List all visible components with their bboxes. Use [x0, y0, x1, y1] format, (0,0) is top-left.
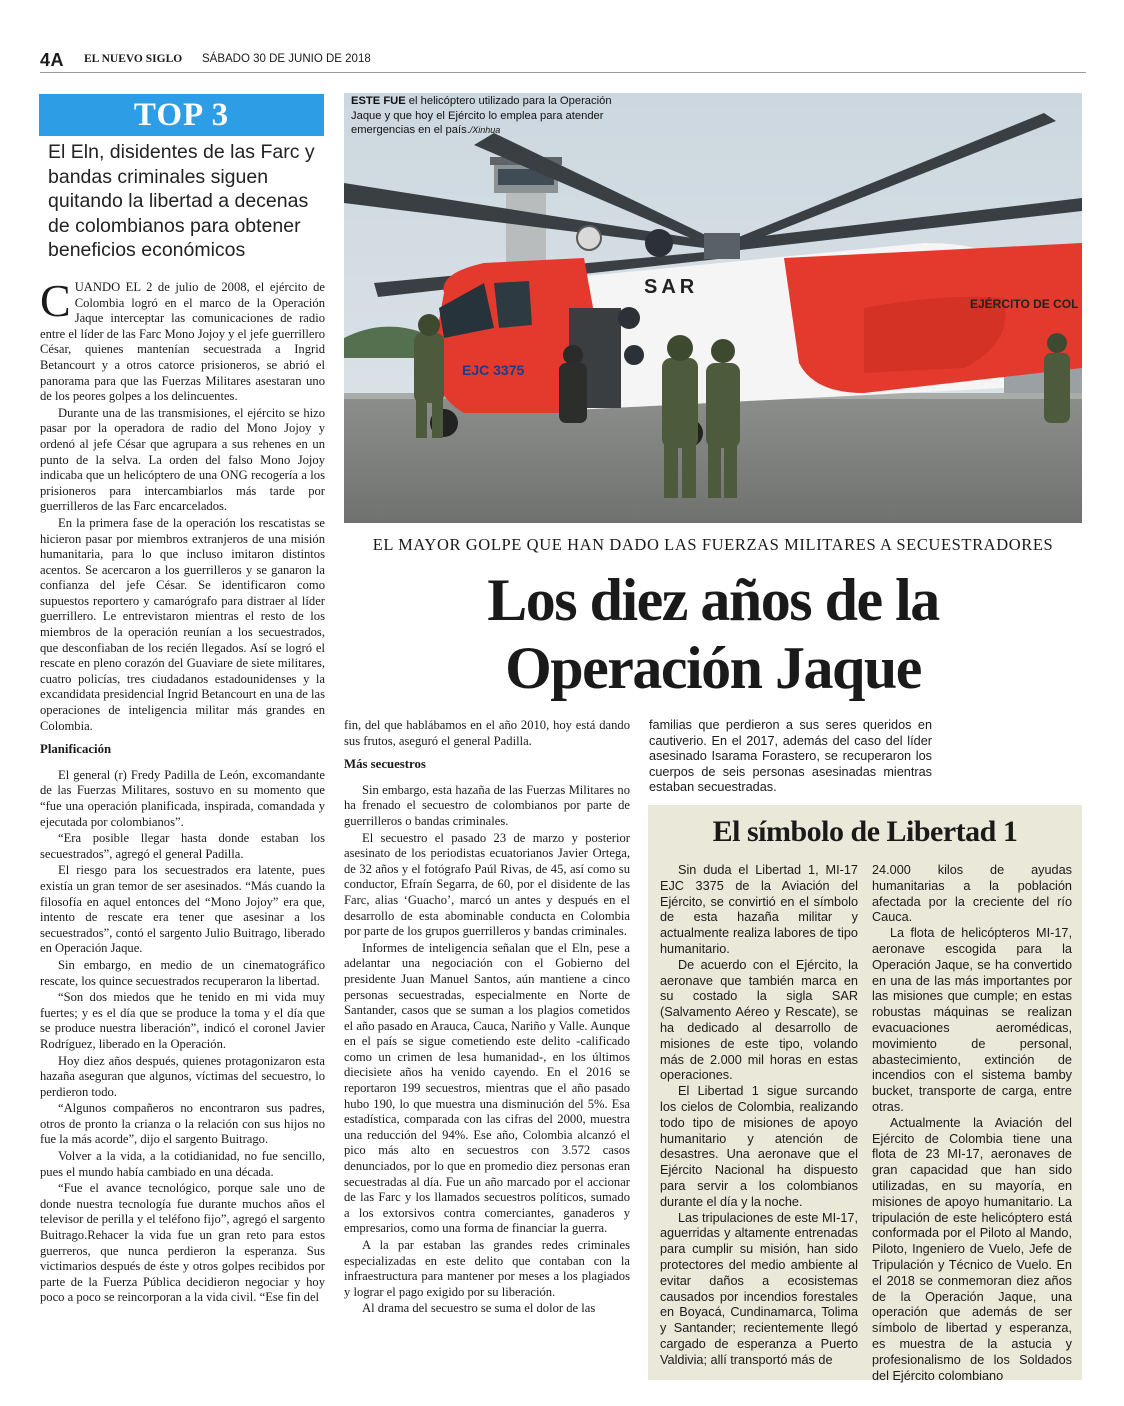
subhead-mas-secuestros: Más secuestros — [344, 757, 426, 772]
sidebar-paragraph: 24.000 kilos de ayudas humanitarias a la población afectada por la creciente del río Cauca. — [872, 863, 1072, 925]
article-paragraph: El general (r) Fredy Padilla de León, excomandante de las Fuerzas Militares, sostuvo en su momento que “fue una operación planificada, inspirada, comandada y ejecutada por colombianos”. — [40, 767, 325, 829]
article-paragraph: Sin embargo, esta hazaña de las Fuerzas Militares no ha frenado el secuestro de colombianos por parte de guerrilleros o bandas criminales. — [344, 782, 630, 828]
article-paragraph: Hoy diez años después, quienes protagonizaron esta hazaña aseguran que algunos, víctimas del secuestro, lo perdieron todo. — [40, 1053, 325, 1099]
headline-line-2: Operación Jaque — [505, 635, 921, 701]
sidebar-box — [648, 805, 1082, 1383]
article-paragraph: “Era posible llegar hasta donde estaban los secuestrados”, agregó el general Padilla. — [40, 831, 325, 861]
page-header — [40, 50, 1086, 73]
drop-cap: C — [40, 275, 71, 326]
caption-text: el helicóptero utilizado para la Operación Jaque y que hoy el Ejército lo emplea para atender emergencias en el país. — [351, 95, 612, 136]
article-paragraph: “Son dos miedos que he tenido en mi vida muy fuertes; y es el día que se produce la toma y el día que se produce nuestra liberación”, indicó el coronel Javier Rodríguez, liberado en la Operación. — [40, 990, 325, 1051]
top3-label: TOP 3 — [133, 97, 230, 133]
sidebar-title: El símbolo de Libertad 1 — [712, 815, 1018, 848]
sidebar-paragraph: De acuerdo con el Ejército, la aeronave que también marca en su costado la sigla SAR (Salvamento Aéreo y Rescate), se ha dedicado al desarrollo de misiones de este tipo, volando más de 2.000 mil horas en estas operaciones. — [660, 957, 858, 1083]
tail-number-text: EJC 3375 — [462, 362, 525, 378]
headline — [344, 566, 1082, 702]
sidebar-paragraph: La flota de helicópteros MI-17, aeronave escogida para la Operación Jaque, se ha convertido en una de las más importantes por las misiones que cumple; en estas robustas máquinas se realizan evacuaciones aeromédicas, movimiento de personal, abastecimiento, extinción de incendios con el sistema bamby bucket, transporte de carga, entre otras. — [872, 926, 1072, 1114]
article-paragraph: Durante una de las transmisiones, el ejército se hizo pasar por la operadora de radio del Mono Jojoy y ordenó al jefe César que agrupara a sus rehenes en un punto de la selva. La orden del falso Mono Jojoy indicaba que un helicóptero de una ONG recogería a los prisioneros para intercambiarlos más tarde por guerrilleros de las Farc encarcelados. — [40, 405, 325, 514]
sidebar-paragraph: Actualmente la Aviación del Ejército de Colombia tiene una flota de 23 MI-17, aeronaves de gran capacidad que han sido utilizadas, en su mayoría, en misiones de apoyo humanitario. La tripulación de este helicóptero está conformada por el Piloto al Mando, Piloto, Ingeniero de Vuelo, Jefe de Tripulación y Técnico de Vuelo. En el 2018 se conmemoran diez años de la Operación Jaque, una operación que además de ser símbolo de libertad y esperanza, es muestra de la astucia y profesionalismo de los Soldados del Ejército colombiano — [872, 1115, 1072, 1383]
article-paragraph: fin, del que hablábamos en el año 2010, hoy está dando sus frutos, aseguró el general Padilla. — [344, 718, 630, 748]
subhead-planificacion: Planificación — [40, 742, 112, 757]
article-paragraph: Informes de inteligencia señalan que el Eln, pese a adelantar una negociación con el Gobierno del presidente Juan Manuel Santos, aún mantiene a cinco personas secuestradas, especialmente en Norte de Santander, casos que se suman a los plagios cometidos el año pasado en Arauca, Cauca, Nariño y Valle. Aunque en el país se sigue cometiendo este delito -calificado como un crimen de lesa humanidad-, en los últimos diecisiete años ha venido cayendo. En el 2016 se reportaron 199 secuestros, mientras que el año pasado hubo 190, lo que muestra una disminución del 5%. Esa estadística, comparada con las cifras del 2000, muestra una reducción del 94%. Ese año, Colombia alcanzó el pico más alto en secuestros con 3.572 casos denunciados, por lo que en promedio diez personas eran secuestradas al día. Fue un año marcado por el accionar de las Farc y los llamados secuestros políticos, sumado a los extorsivos contra comerciantes, ganaderos y empresarios, como una forma de financiar la guerra. — [344, 940, 630, 1236]
sar-text: SAR — [644, 276, 699, 298]
ejercito-text: EJÉRCITO DE COL — [970, 297, 1079, 311]
article-column-3 — [649, 718, 932, 797]
article-paragraph: “Algunos compañeros no encontraron sus padres, otros de pronto la crianza o la relación con sus hijos no fue la más acorde”, dijo el sargento Buitrago. — [40, 1101, 325, 1147]
sidebar-column-2 — [872, 863, 1072, 1384]
page-number: 4A — [40, 50, 65, 70]
article-paragraph: Sin embargo, en medio de un cinematográfico rescate, los quince secuestrados recuperaron la libertad. — [40, 957, 325, 988]
headline-line-1: Los diez años de la — [487, 567, 939, 633]
sidebar-paragraph: Sin duda el Libertad 1, MI-17 EJC 3375 de la Aviación del Ejército, se convirtió en el símbolo de esta hazaña militar y actualmente realiza labores de tipo humanitario. — [660, 863, 858, 956]
article-column-2 — [344, 718, 630, 1318]
helicopter-photo — [344, 93, 1082, 523]
helicopter-illustration — [344, 93, 1082, 523]
article-paragraph: El riesgo para los secuestrados era latente, pues existía un gran temor de ser asesinados. “Más cuando la filosofía en aquel entonces del “Mono Jojoy” era que, intento de rescate era tener que asesinar a los secuestrados”, contó el sargento Julio Buitrago, liberado en Operación Jaque. — [40, 863, 325, 956]
caption-lead: ESTE FUE — [351, 95, 406, 107]
article-paragraph: “Fue el avance tecnológico, porque sale uno de donde nuestra tecnología fue durante muchos años el televisor de perilla y el teléfono fijo”, agregó el sargento Buitrago.Rehacer la vida fue un gran reto para estos guerreros, que nunca perdieron la esperanza. Sus victimarios después de éste y otros golpes recibidos por parte de la Fuerza Pública decidieron negociar y hoy poco a poco se reincorporan a la vida civil. “Ese fin del — [40, 1181, 325, 1305]
publication-date: SÁBADO 30 DE JUNIO DE 2018 — [202, 53, 371, 65]
top3-banner — [39, 94, 324, 136]
article-paragraph: Al drama del secuestro se suma el dolor de las — [362, 1301, 596, 1316]
sidebar-column-1 — [660, 863, 858, 1369]
article-paragraph: El secuestro el pasado 23 de marzo y posterior asesinato de los periodistas ecuatorianos Javier Ortega, de 32 años y el fotógrafo Paúl Rivas, de 45, así como su conductor, Efraín Segarra, de 60, por el disidente de las Farc, alias ‘Guacho’, marcó un antes y después en el desarrollo de esta abominable conducta en Colombia por parte de los grupos guerrilleros y bandas criminales. — [344, 830, 630, 939]
caption-credit: /Xinhua — [469, 125, 501, 135]
article-paragraph: Volver a la vida, a la cotidianidad, no fue sencillo, pues el mundo había cambiado en una década. — [40, 1149, 325, 1179]
article-paragraph: A la par estaban las grandes redes criminales especializadas en este delito que contaban con la infraestructura para mantener por meses a los plagiados y lograr el pago exigido por su liberación. — [344, 1238, 630, 1299]
article-kicker: El Eln, disidentes de las Farc y bandas criminales siguen quitando la libertad a decenas de colombianos para obtener beneficios económicos — [48, 141, 315, 261]
sidebar-paragraph: Las tripulaciones de este MI-17, aguerridas y altamente entrenadas para cumplir su misión, han sido protectores del medio ambiente al evitar daños a ecosistemas causados por incendios forestales en Boyacá, Cundinamarca, Tolima y Santander; recientemente llegó cargado de esperanza a Puerto Valdivia; allí transportó más de — [660, 1210, 858, 1367]
sidebar-paragraph: El Libertad 1 sigue surcando los cielos de Colombia, realizando todo tipo de misiones de apoyo humanitario y atención de desastres. Una aeronave que el Ejército Nacional ha dispuesto para servir a los colombianos durante el día y la noche. — [660, 1084, 858, 1209]
publication-name: EL NUEVO SIGLO — [84, 53, 183, 65]
article-column-1 — [40, 275, 326, 1307]
article-paragraph: familias que perdieron a sus seres queridos en cautiverio. En el 2017, además del caso del líder asesinado Isarama Forastero, se recuperaron los cuerpos de seis personas asesinadas mientras estaban secuestradas. — [649, 718, 932, 795]
article-paragraph: En la primera fase de la operación los rescatistas se hicieron pasar por miembros extranjeros de una misión humanitaria, para lo que incluso imitaron distintos acentos. Se acercaron a los guerrilleros y se ganaron la confianza del jefe César. Se identificaron como supuestos reportero y camarógrafo para distraer al líder guerrillero. Le entrevistaron mientras el resto de los miembros de la operación reunían a los secuestrados, que desconfiaban de los recién llegados. Así se logró el rescate en pleno corazón del Guaviare de siete militares, cuatro policías, tres ciudadanos estadounidenses y la excandidata presidencial Ingrid Betancourt en una de las operaciones de inteligencia militar más grandes en Colombia. — [40, 515, 325, 733]
section-kicker: EL MAYOR GOLPE QUE HAN DADO LAS FUERZAS MILITARES A SECUESTRADORES — [372, 535, 1054, 554]
article-paragraph: CUANDO EL 2 de julio de 2008, el ejército de Colombia logró en el marco de la Operación Jaque interceptar las comunicaciones de radio entre el líder de las Farc Mono Jojoy y el jefe guerrillero César, quienes mantenían secuestrada a Ingrid Betancourt y a otros catorce prisioneros, se abrió el panorama para que las Fuerzas Militares asestaran uno de los peores golpes a los delincuentes. — [40, 275, 326, 404]
photo-caption — [351, 94, 636, 138]
